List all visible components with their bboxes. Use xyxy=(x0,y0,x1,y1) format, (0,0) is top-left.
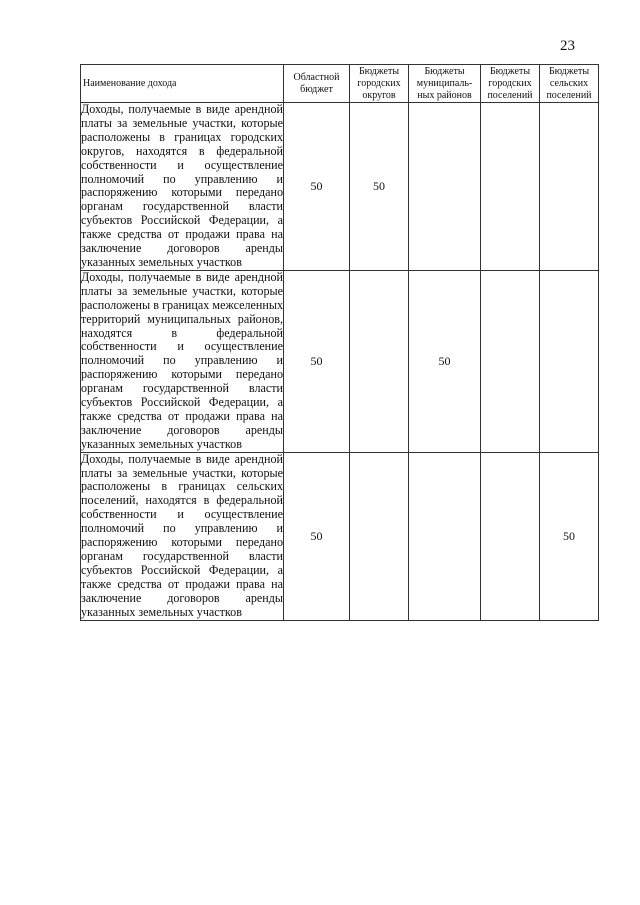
revenue-distribution-table xyxy=(80,64,599,621)
rural-settlements-share xyxy=(540,270,599,452)
city-districts-share xyxy=(350,270,409,452)
city-districts-share: 50 xyxy=(350,103,409,271)
revenue-description: Доходы, получаемые в виде арендной платы за земельные участки, которые расположены в границах городских округов, находятся в федеральной собственности и осуществление полномочий по управлению и распоряжению которыми передано органам государственной власти субъектов Российской Федерации, а также средства от продажи права на заключение договоров аренды указанных земельных участков xyxy=(81,102,283,269)
regional-budget-share: 50 xyxy=(284,452,350,620)
table-row xyxy=(81,452,599,620)
table-row xyxy=(81,270,599,452)
revenue-description: Доходы, получаемые в виде арендной платы за земельные участки, которые расположены в границах сельских поселений, находятся в федеральной собственности и осуществление полномочий по управлению и распоряжению которыми передано органам государственной власти субъектов Российской Федерации, а также средства от продажи права на заключение договоров аренды указанных земельных участков xyxy=(81,451,283,619)
regional-budget-share: 50 xyxy=(284,103,350,271)
urban-settlements-share xyxy=(481,452,540,620)
rural-settlements-share xyxy=(540,103,599,271)
page-number: 23 xyxy=(560,38,575,54)
header-rural-settlements: Бюджеты сельских поселений xyxy=(540,65,599,103)
header-municipal-districts: Бюджеты муниципаль-ных районов xyxy=(409,65,481,103)
city-districts-share xyxy=(350,452,409,620)
municipal-districts-share xyxy=(409,452,481,620)
municipal-districts-share: 50 xyxy=(409,270,481,452)
header-city-districts: Бюджеты городских округов xyxy=(350,65,409,103)
header-revenue-name: Наименование дохода xyxy=(81,65,284,103)
regional-budget-share: 50 xyxy=(284,270,350,452)
header-regional-budget: Областной бюджет xyxy=(284,65,350,103)
table-header-row xyxy=(81,65,599,103)
urban-settlements-share xyxy=(481,103,540,271)
rural-settlements-share: 50 xyxy=(540,452,599,620)
table-row xyxy=(81,103,599,271)
urban-settlements-share xyxy=(481,270,540,452)
revenue-description: Доходы, получаемые в виде арендной платы за земельные участки, которые расположены в границах межселенных территорий муниципальных районов, находятся в федеральной собственности и осуществление полномочий по управлению и распоряжению которыми передано органам государственной власти субъектов Российской Федерации, а также средства от продажи права на заключение договоров аренды указанных земельных участков xyxy=(81,269,283,451)
header-urban-settlements: Бюджеты городских поселений xyxy=(481,65,540,103)
municipal-districts-share xyxy=(409,103,481,271)
